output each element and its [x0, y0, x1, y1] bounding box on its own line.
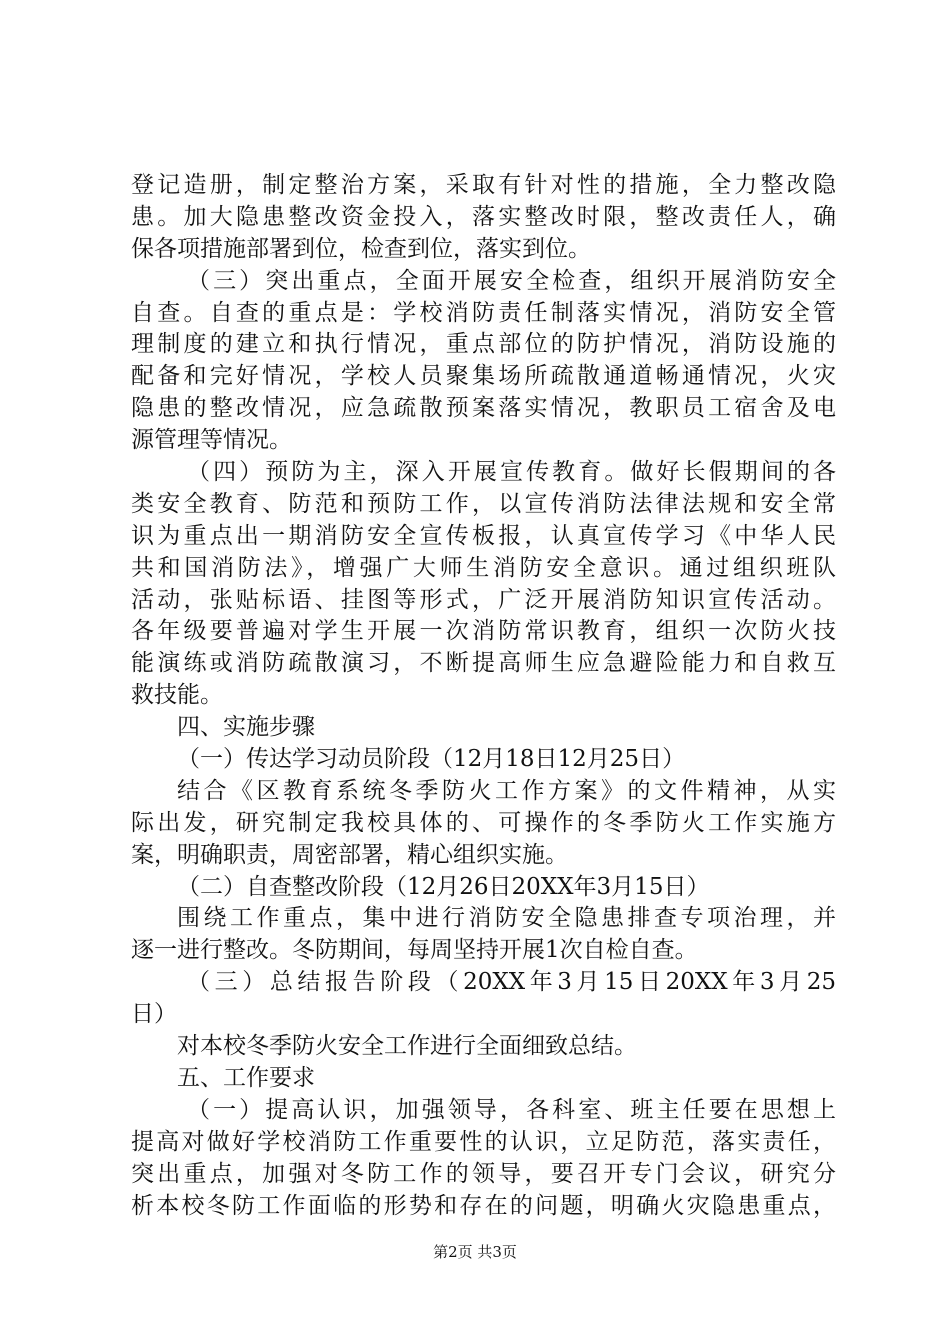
text-line: 自查。自查的重点是：学校消防责任制落实情况，消防安全管	[131, 299, 836, 326]
text-line: 逐一进行整改。冬防期间，每周坚持开展1次自检自查。	[131, 937, 698, 964]
text-line: 围绕工作重点，集中进行消防安全隐患排查专项治理，并	[177, 905, 836, 932]
text-line: （三）突出重点，全面开展安全检查，组织开展消防安全	[187, 267, 836, 294]
subsection-heading: （二）自查整改阶段（12月26日20XX年3月15日）	[177, 873, 710, 900]
text-line: 识为重点出一期消防安全宣传板报，认真宣传学习《中华人民	[131, 522, 836, 549]
text-line: 提高对做好学校消防工作重要性的认识，立足防范，落实责任，	[131, 1128, 836, 1155]
text-line: 结合《区教育系统冬季防火工作方案》的文件精神，从实	[177, 777, 836, 804]
text-line: 隐患的整改情况，应急疏散预案落实情况，教职员工宿舍及电	[131, 395, 836, 422]
text-line: 类安全教育、防范和预防工作，以宣传消防法律法规和安全常	[131, 490, 836, 517]
text-line: 救技能。	[131, 682, 223, 709]
text-line: （一）提高认识，加强领导，各科室、班主任要在思想上	[187, 1096, 836, 1123]
subsection-heading: （三）总结报告阶段（20XX年3月15日20XX年3月25	[187, 969, 836, 996]
text-line: 配备和完好情况，学校人员聚集场所疏散通道畅通情况，火灾	[131, 363, 836, 390]
page-footer: 第2页 共3页	[433, 1243, 517, 1261]
text-line: 际出发，研究制定我校具体的、可操作的冬季防火工作实施方	[131, 809, 836, 836]
text-line: 共和国消防法》，增强广大师生消防安全意识。通过组织班队	[131, 554, 836, 581]
text-line: 患。加大隐患整改资金投入，落实整改时限，整改责任人，确	[131, 203, 836, 230]
section-heading: 四、实施步骤	[177, 714, 315, 741]
text-line: 能演练或消防疏散演习，不断提高师生应急避险能力和自救互	[131, 650, 836, 677]
text-line: 理制度的建立和执行情况，重点部位的防护情况，消防设施的	[131, 331, 836, 358]
text-line: 突出重点，加强对冬防工作的领导，要召开专门会议，研究分	[131, 1160, 836, 1187]
text-line: 对本校冬季防火安全工作进行全面细致总结。	[177, 1033, 637, 1060]
text-line: 各年级要普遍对学生开展一次消防常识教育，组织一次防火技	[131, 618, 836, 645]
text-line: 源管理等情况。	[131, 427, 292, 454]
subsection-heading: （一）传达学习动员阶段（12月18日12月25日）	[177, 746, 686, 773]
text-line: 登记造册，制定整治方案，采取有针对性的措施，全力整改隐	[131, 172, 836, 198]
document-body	[131, 170, 836, 1222]
text-line: 日）	[131, 1001, 177, 1028]
text-line: 活动，张贴标语、挂图等形式，广泛开展消防知识宣传活动。	[131, 586, 836, 613]
text-line: 案，明确职责，周密部署，精心组织实施。	[131, 841, 568, 868]
section-heading: 五、工作要求	[177, 1064, 315, 1091]
text-line: 保各项措施部署到位，检查到位，落实到位。	[131, 235, 591, 262]
text-line: 析本校冬防工作面临的形势和存在的问题，明确火灾隐患重点，	[131, 1192, 836, 1219]
text-line: （四）预防为主，深入开展宣传教育。做好长假期间的各	[187, 459, 836, 486]
